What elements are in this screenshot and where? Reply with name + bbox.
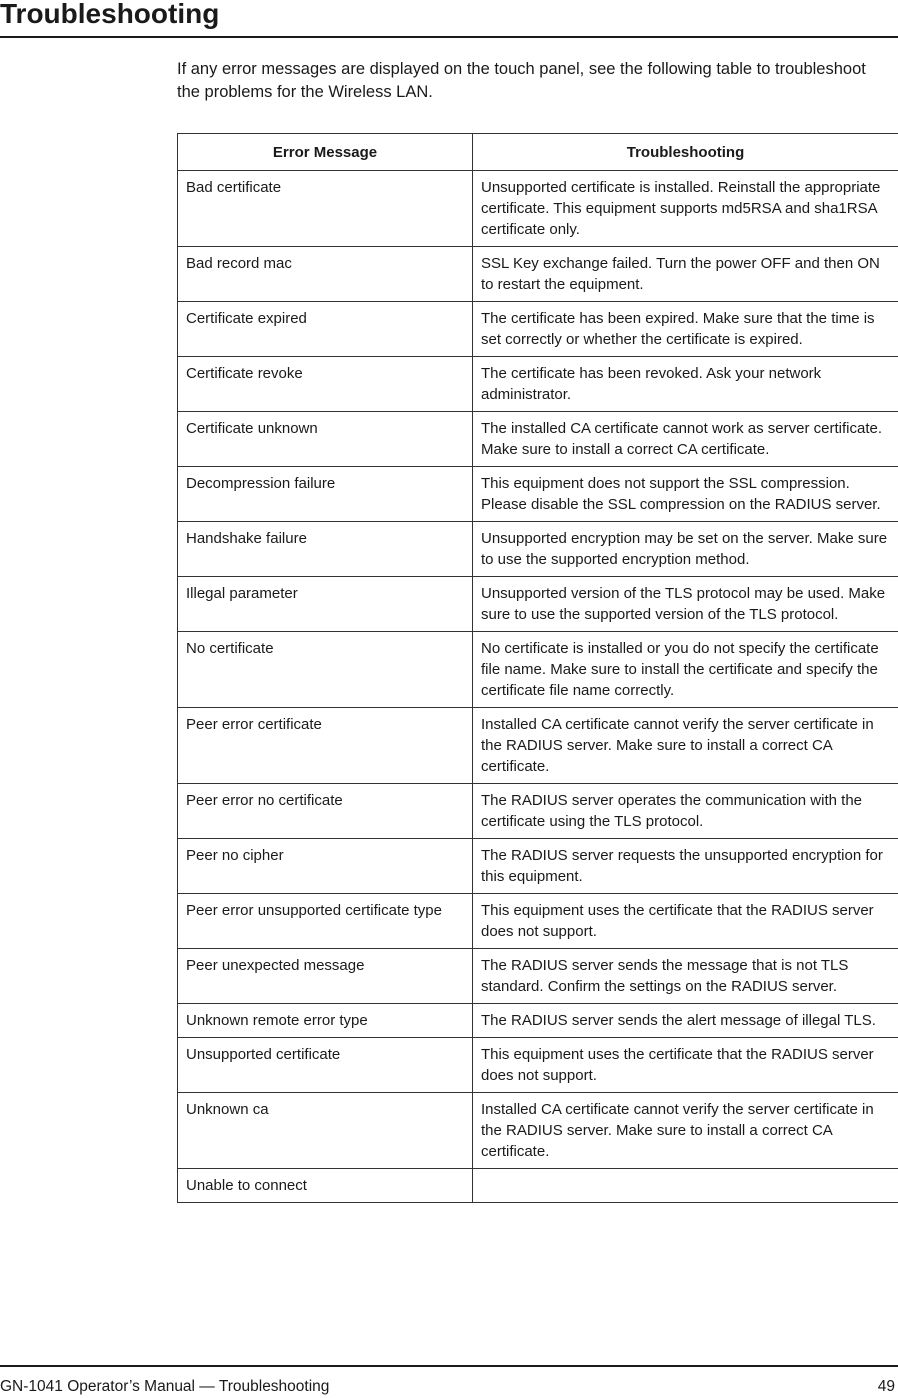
error-message-cell: Unable to connect xyxy=(178,1169,473,1203)
error-message-cell: Certificate unknown xyxy=(178,412,473,467)
page-number: 49 xyxy=(877,1378,895,1395)
table-row xyxy=(178,1093,898,1169)
table-row xyxy=(178,522,898,577)
troubleshooting-cell xyxy=(473,1169,898,1203)
table-row xyxy=(178,171,898,247)
troubleshooting-cell: SSL Key exchange failed. Turn the power OFF and then ON to restart the equipment. xyxy=(473,247,898,302)
error-message-cell: Peer error certificate xyxy=(178,708,473,784)
table-row xyxy=(178,1038,898,1093)
troubleshooting-cell: Unsupported encryption may be set on the server. Make sure to use the supported encryption method. xyxy=(473,522,898,577)
troubleshooting-cell: The RADIUS server sends the message that is not TLS standard. Confirm the settings on the RADIUS server. xyxy=(473,949,898,1004)
troubleshooting-cell: This equipment uses the certificate that the RADIUS server does not support. xyxy=(473,1038,898,1093)
table-row xyxy=(178,1004,898,1038)
error-message-cell: Bad certificate xyxy=(178,171,473,247)
table-row xyxy=(178,894,898,949)
table-row xyxy=(178,632,898,708)
intro-paragraph: If any error messages are displayed on the touch panel, see the following table to troubleshoot the problems for the Wireless LAN. xyxy=(177,60,866,101)
table-row xyxy=(178,247,898,302)
table-row xyxy=(178,949,898,1004)
table-row xyxy=(178,1169,898,1203)
table-row xyxy=(178,412,898,467)
error-message-cell: Handshake failure xyxy=(178,522,473,577)
column-header-error-message: Error Message xyxy=(178,134,473,171)
troubleshooting-cell: Unsupported version of the TLS protocol may be used. Make sure to use the supported version of the TLS protocol. xyxy=(473,577,898,632)
troubleshooting-cell: The installed CA certificate cannot work as server certificate. Make sure to install a correct CA certificate. xyxy=(473,412,898,467)
error-message-cell: Unknown ca xyxy=(178,1093,473,1169)
error-message-cell: Certificate revoke xyxy=(178,357,473,412)
troubleshooting-cell: The RADIUS server requests the unsupported encryption for this equipment. xyxy=(473,839,898,894)
error-message-cell: Peer no cipher xyxy=(178,839,473,894)
error-message-cell: Unsupported certificate xyxy=(178,1038,473,1093)
footer-manual-title: GN-1041 Operator’s Manual — Troubleshooting xyxy=(0,1378,330,1395)
troubleshooting-cell: Unsupported certificate is installed. Reinstall the appropriate certificate. This equipment supports md5RSA and sha1RSA certificate only. xyxy=(473,171,898,247)
table-row xyxy=(178,467,898,522)
troubleshooting-cell: The certificate has been expired. Make sure that the time is set correctly or whether the certificate is expired. xyxy=(473,302,898,357)
page-title: Troubleshooting xyxy=(0,0,220,29)
table-row xyxy=(178,577,898,632)
table-row xyxy=(178,784,898,839)
title-divider xyxy=(0,36,898,38)
error-message-cell: Bad record mac xyxy=(178,247,473,302)
troubleshooting-cell: This equipment does not support the SSL compression. Please disable the SSL compression on the RADIUS server. xyxy=(473,467,898,522)
footer-divider xyxy=(0,1365,898,1367)
error-message-cell: Peer error unsupported certificate type xyxy=(178,894,473,949)
column-header-troubleshooting: Troubleshooting xyxy=(473,134,898,171)
troubleshooting-cell: No certificate is installed or you do not specify the certificate file name. Make sure to install the certificate and specify the certificate file name correctly. xyxy=(473,632,898,708)
troubleshooting-cell: Installed CA certificate cannot verify the server certificate in the RADIUS server. Make sure to install a correct CA certificate. xyxy=(473,708,898,784)
troubleshooting-cell: The certificate has been revoked. Ask your network administrator. xyxy=(473,357,898,412)
error-message-cell: Unknown remote error type xyxy=(178,1004,473,1038)
table-row xyxy=(178,708,898,784)
troubleshooting-cell: The RADIUS server operates the communication with the certificate using the TLS protocol. xyxy=(473,784,898,839)
error-message-cell: Certificate expired xyxy=(178,302,473,357)
table-row xyxy=(178,839,898,894)
troubleshooting-cell: Installed CA certificate cannot verify the server certificate in the RADIUS server. Make sure to install a correct CA certificate. xyxy=(473,1093,898,1169)
error-message-cell: Illegal parameter xyxy=(178,577,473,632)
troubleshooting-table xyxy=(177,133,898,1203)
error-message-cell: Peer unexpected message xyxy=(178,949,473,1004)
table-row xyxy=(178,302,898,357)
error-message-cell: Decompression failure xyxy=(178,467,473,522)
troubleshooting-cell: The RADIUS server sends the alert message of illegal TLS. xyxy=(473,1004,898,1038)
error-message-cell: Peer error no certificate xyxy=(178,784,473,839)
troubleshooting-cell: This equipment uses the certificate that the RADIUS server does not support. xyxy=(473,894,898,949)
table-row xyxy=(178,357,898,412)
error-message-cell: No certificate xyxy=(178,632,473,708)
table-header-row xyxy=(178,134,898,171)
